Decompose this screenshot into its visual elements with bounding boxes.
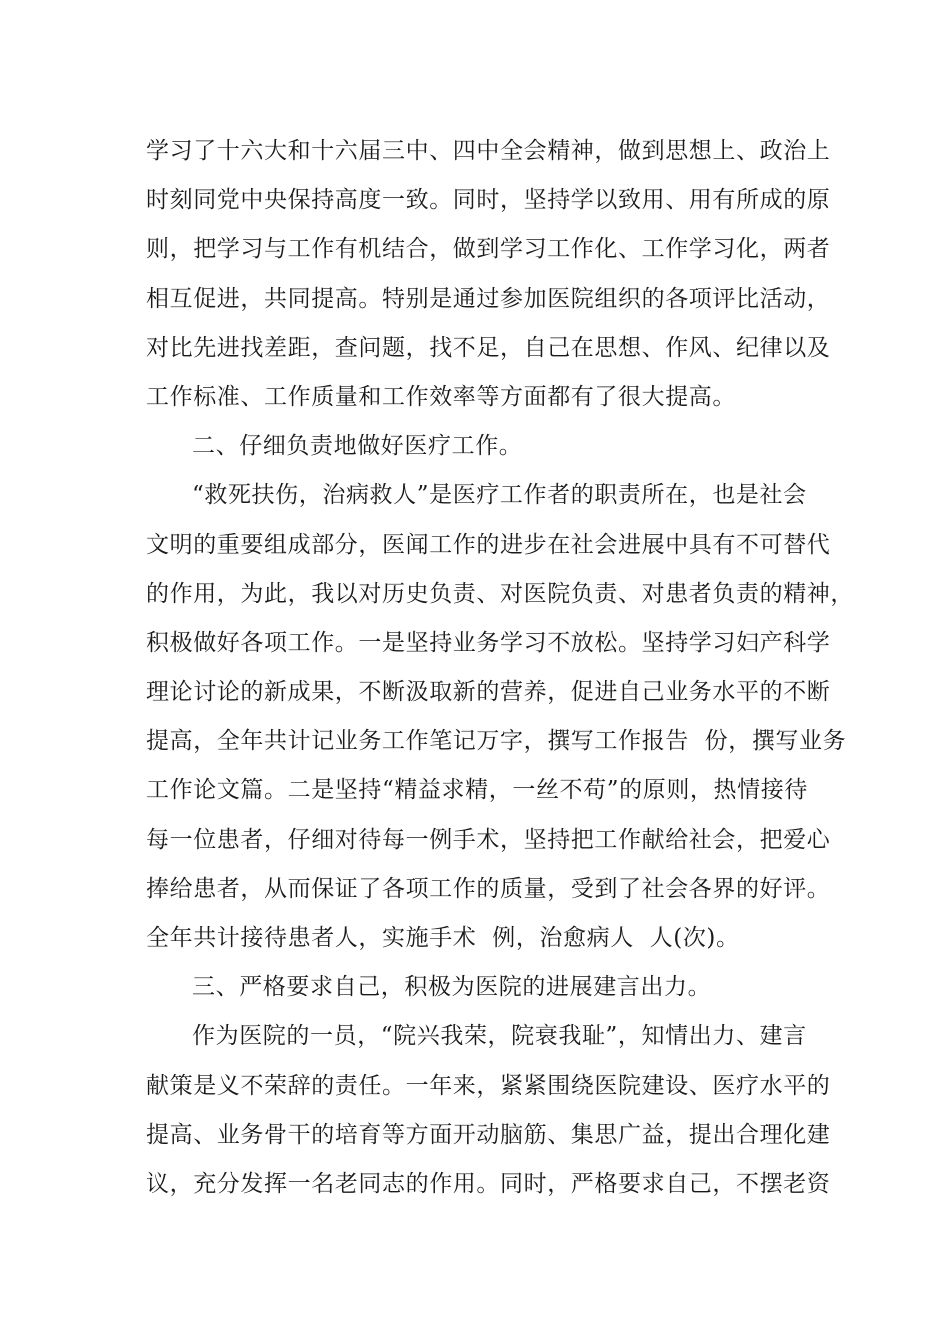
text-line-17: 全年共计接待患者人，实施手术 例，治愈病人 人(次)。 xyxy=(146,925,740,951)
text-line-16: 捧给患者，从而保证了各项工作的质量，受到了社会各界的好评。 xyxy=(146,875,831,902)
section-heading-3: 三、严格要求自己，积极为医院的进展建言出力。 xyxy=(192,974,712,1001)
text-line-3: 则，把学习与工作有机结合，做到学习工作化、工作学习化，两者 xyxy=(146,236,831,263)
text-line-11: 积极做好各项工作。一是坚持业务学习不放松。坚持学习妇产科学 xyxy=(146,629,831,656)
text-line-21: 提高、业务骨干的培育等方面开动脑筋、集思广益，提出合理化建 xyxy=(146,1121,831,1148)
text-line-4: 相互促进，共同提高。特别是通过参加医院组织的各项评比活动， xyxy=(146,285,831,312)
text-line-15: 每一位患者，仔细对待每一例手术，坚持把工作献给社会，把爱心 xyxy=(146,826,831,853)
text-line-20: 献策是义不荣辞的责任。一年来，紧紧围绕医院建设、医疗水平的 xyxy=(146,1072,831,1099)
text-line-2: 时刻同党中央保持高度一致。同时，坚持学以致用、用有所成的原 xyxy=(146,187,831,214)
text-line-13: 提高，全年共计记业务工作笔记万字，撰写工作报告 份，撰写业务 xyxy=(146,728,847,755)
text-line-10: 的作用，为此，我以对历史负责、对医院负责、对患者负责的精神， xyxy=(146,580,854,607)
text-line-5: 对比先进找差距，查问题，找不足，自己在思想、作风、纪律以及 xyxy=(146,334,831,361)
text-line-14: 工作论文篇。二是坚持“精益求精，一丝不苟”的原则，热情接待 xyxy=(146,777,808,804)
text-line-12: 理论讨论的新成果，不断汲取新的营养，促进自己业务水平的不断 xyxy=(146,679,831,706)
document-body xyxy=(146,127,854,1209)
text-line-8: “救死扶伤，治病救人”是医疗工作者的职责所在，也是社会 xyxy=(192,482,807,509)
section-heading-2: 二、仔细负责地做好医疗工作。 xyxy=(192,433,523,460)
text-line-19: 作为医院的一员，“院兴我荣，院衰我耻”，知情出力、建言 xyxy=(192,1023,807,1050)
text-line-22: 议，充分发挥一名老同志的作用。同时，严格要求自己，不摆老资 xyxy=(146,1170,831,1197)
text-line-1: 学习了十六大和十六届三中、四中全会精神，做到思想上、政治上 xyxy=(146,138,831,164)
text-line-9: 文明的重要组成部分，医闻工作的进步在社会进展中具有不可替代 xyxy=(146,531,831,558)
text-line-6: 工作标准、工作质量和工作效率等方面都有了很大提高。 xyxy=(146,383,736,410)
